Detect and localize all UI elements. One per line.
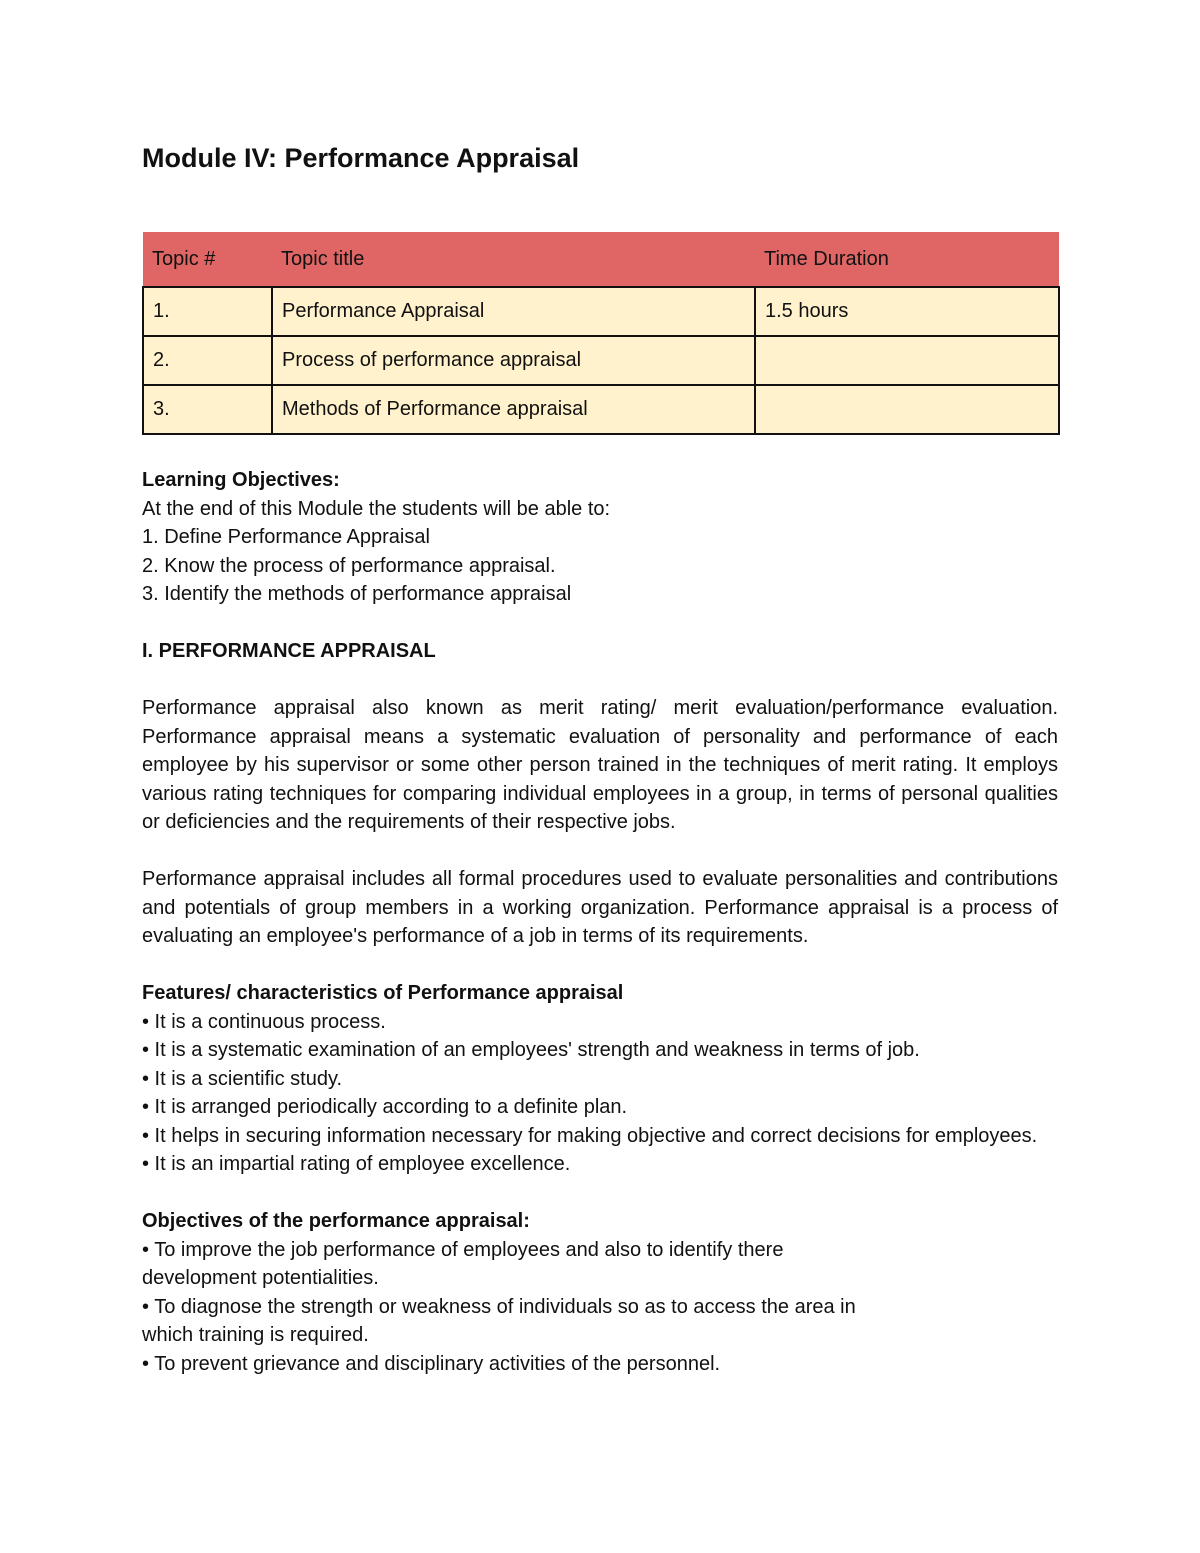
topic-title-cell: Methods of Performance appraisal xyxy=(272,385,755,434)
topic-number-cell: 3. xyxy=(143,385,272,434)
table-row xyxy=(143,336,1059,385)
table-header-row xyxy=(143,232,1059,287)
table-row xyxy=(143,287,1059,336)
topic-title-cell: Performance Appraisal xyxy=(272,287,755,336)
list-item: 3. Identify the methods of performance appraisal xyxy=(142,583,572,605)
topics-table xyxy=(142,232,1060,435)
time-duration-cell xyxy=(755,336,1059,385)
module-title: Module IV: Performance Appraisal xyxy=(142,143,580,173)
list-item: • To improve the job performance of employees and also to identify there xyxy=(142,1238,784,1261)
list-item: 2. Know the process of performance appraisal. xyxy=(142,554,556,577)
list-item: • It is an impartial rating of employee excellence. xyxy=(142,1153,571,1175)
learning-objectives-intro: At the end of this Module the students will be able to: xyxy=(142,497,611,520)
list-item: • It is a continuous process. xyxy=(142,1010,386,1033)
list-item: 1. Define Performance Appraisal xyxy=(142,526,430,548)
learning-objectives-heading: Learning Objectives: xyxy=(142,469,340,491)
header-topic-number: Topic # xyxy=(143,232,272,287)
document-body xyxy=(142,466,1058,1378)
paragraph: Performance appraisal also known as merit rating/ merit evaluation/performance evaluation. Performance appraisal means a systematic evaluation of personality and performance of each employee by his supervisor or some other person trained in the techniques of merit rating. It employs various rating techniques for comparing individual employees in a group, in terms of personal qualities or deficiencies and the requirements of their respective jobs. xyxy=(142,697,1058,833)
list-item: • It is a scientific study. xyxy=(142,1067,343,1090)
list-item: • To diagnose the strength or weakness of individuals so as to access the area in xyxy=(142,1295,856,1318)
topic-number-cell: 2. xyxy=(143,336,272,385)
header-time-duration: Time Duration xyxy=(755,232,1059,287)
section-heading: I. PERFORMANCE APPRAISAL xyxy=(142,640,436,662)
list-item-continuation: development potentialities. xyxy=(142,1267,379,1289)
list-item: • It helps in securing information necessary for making objective and correct decisions for employees. xyxy=(142,1124,1038,1147)
list-item-continuation: which training is required. xyxy=(142,1324,369,1346)
topic-number-cell: 1. xyxy=(143,287,272,336)
time-duration-cell xyxy=(755,385,1059,434)
list-item: • To prevent grievance and disciplinary activities of the personnel. xyxy=(142,1352,721,1375)
header-topic-title: Topic title xyxy=(272,232,755,287)
paragraph: Performance appraisal includes all formal procedures used to evaluate personalities and contributions and potentials of group members in a working organization. Performance appraisal is a process of evaluating an employee's performance of a job in terms of its requirements. xyxy=(142,868,1058,947)
table-row xyxy=(143,385,1059,434)
topic-title-cell: Process of performance appraisal xyxy=(272,336,755,385)
features-heading: Features/ characteristics of Performance appraisal xyxy=(142,982,624,1004)
list-item: • It is a systematic examination of an employees' strength and weakness in terms of job. xyxy=(142,1039,920,1061)
objectives-heading: Objectives of the performance appraisal: xyxy=(142,1210,530,1232)
list-item: • It is arranged periodically according to a definite plan. xyxy=(142,1096,628,1118)
time-duration-cell: 1.5 hours xyxy=(755,287,1059,336)
